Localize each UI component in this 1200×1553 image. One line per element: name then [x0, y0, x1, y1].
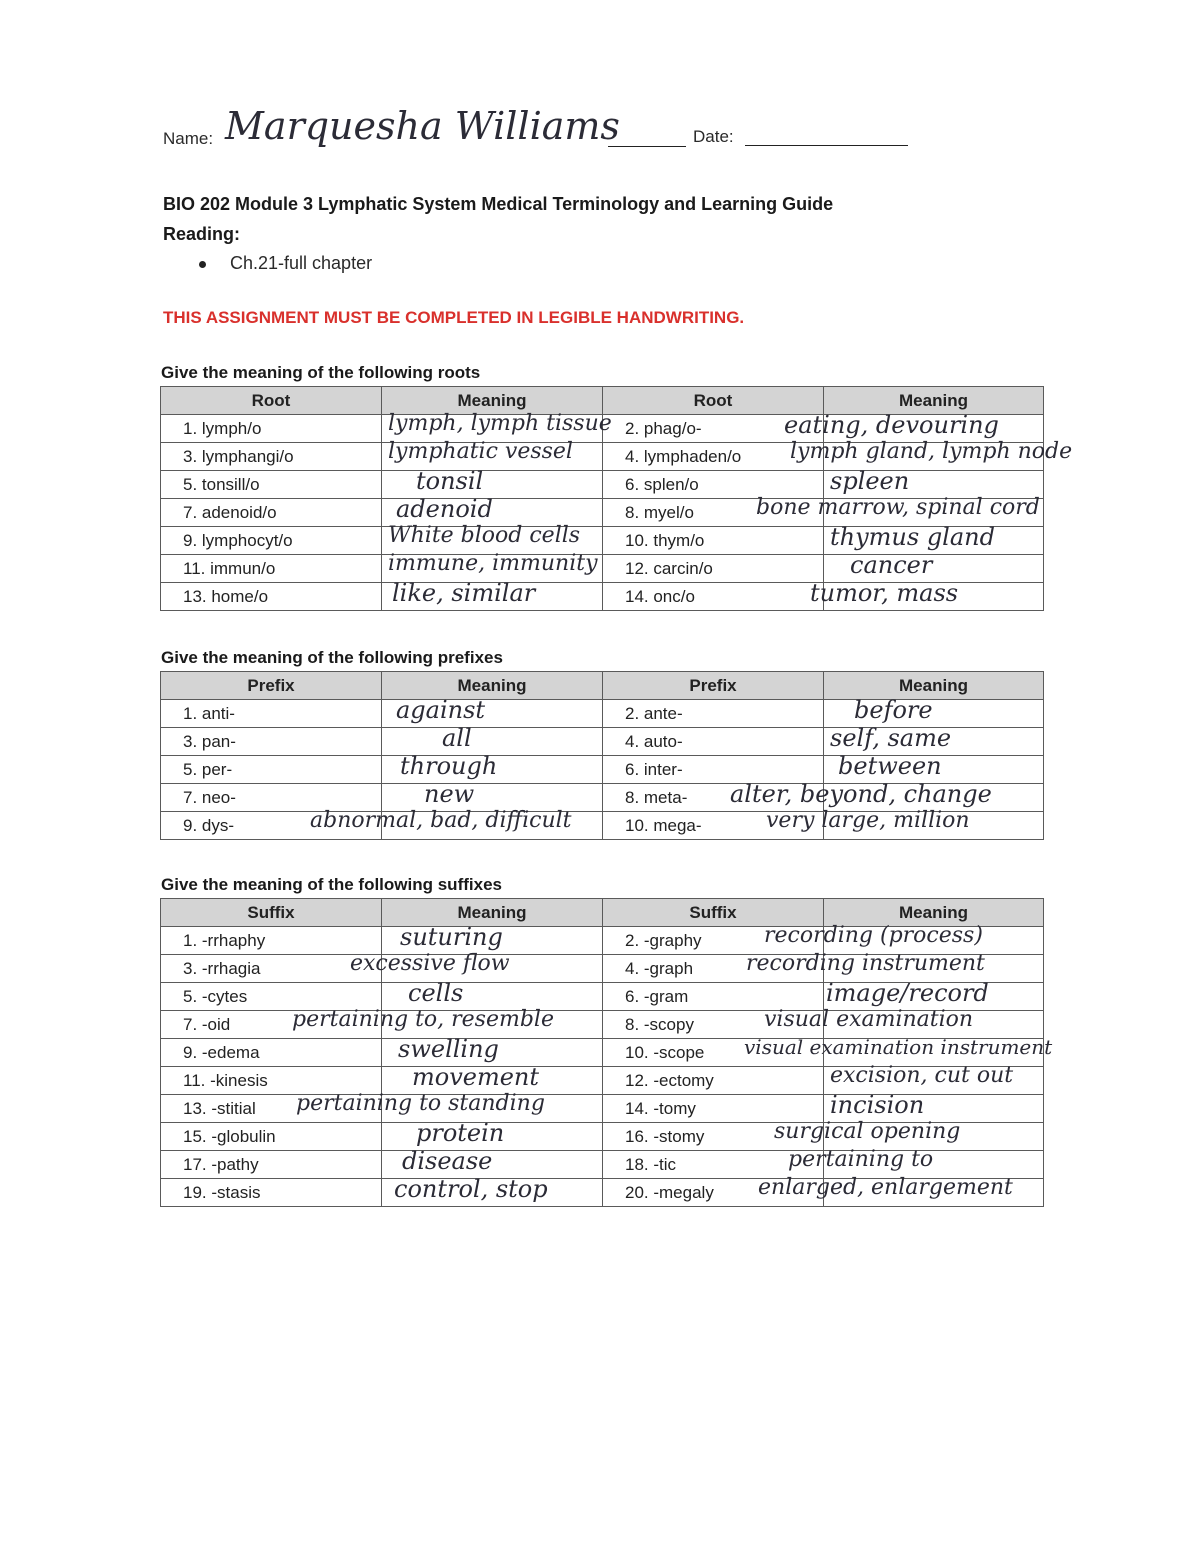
handwritten-answer: visual examination instrument	[744, 1035, 1053, 1059]
handwritten-answer: lymph, lymph tissue	[388, 411, 612, 436]
term-cell: 9. dys-	[161, 812, 382, 840]
meaning-cell[interactable]	[758, 1175, 1044, 1207]
handwritten-answer: new	[424, 780, 475, 808]
term-cell: 20. -megaly	[603, 1179, 824, 1207]
term-cell: 3. pan-	[161, 728, 382, 756]
col-header-prefix: Prefix	[603, 672, 824, 700]
term-cell: 8. meta-	[603, 784, 824, 812]
term-cell: 2. -graphy	[603, 927, 824, 955]
term-cell: 12. carcin/o	[603, 555, 824, 583]
meaning-cell[interactable]	[382, 752, 603, 784]
handwritten-answer: control, stop	[394, 1175, 548, 1203]
term-cell: 10. thym/o	[603, 527, 824, 555]
handwritten-answer: excision, cut out	[830, 1063, 1014, 1088]
term-cell: 14. onc/o	[603, 583, 824, 611]
handwritten-answer: abnormal, bad, difficult	[310, 808, 572, 833]
term-cell: 10. -scope	[603, 1039, 824, 1067]
term-cell: 9. -edema	[161, 1039, 382, 1067]
bullet-icon	[199, 261, 206, 268]
meaning-cell[interactable]	[310, 808, 603, 840]
reading-label: Reading:	[163, 224, 241, 244]
handwritten-answer: disease	[402, 1147, 493, 1175]
page-title: BIO 202 Module 3 Lymphatic System Medical Terminology and Learning Guide	[163, 194, 834, 214]
handwritten-answer: adenoid	[396, 495, 493, 523]
date-label: Date:	[693, 127, 734, 146]
handwritten-answer: protein	[416, 1119, 505, 1147]
suffixes-heading: Give the meaning of the following suffixes	[161, 875, 502, 894]
meaning-cell[interactable]	[766, 808, 1044, 840]
term-cell: 2. phag/o-	[603, 415, 824, 443]
handwritten-answer: pertaining to standing	[296, 1091, 545, 1116]
handwritten-answer: tonsil	[416, 467, 484, 495]
col-header-meaning: Meaning	[824, 672, 1044, 700]
term-cell: 1. lymph/o	[161, 415, 382, 443]
term-cell: 5. tonsill/o	[161, 471, 382, 499]
table-row	[161, 812, 1044, 840]
term-cell: 11. immun/o	[161, 555, 382, 583]
roots-table	[160, 386, 1073, 611]
term-cell: 6. inter-	[603, 756, 824, 784]
table-row	[161, 443, 1044, 471]
handwritten-answer: spleen	[830, 467, 910, 495]
handwritten-answer: through	[400, 752, 498, 780]
name-label: Name:	[163, 129, 214, 148]
term-cell: 12. -ectomy	[603, 1067, 824, 1095]
term-cell: 6. splen/o	[603, 471, 824, 499]
suffixes-table	[160, 898, 1053, 1207]
handwritten-answer: movement	[412, 1063, 540, 1091]
term-cell: 13. -stitial	[161, 1095, 382, 1123]
term-cell: 11. -kinesis	[161, 1067, 382, 1095]
handwritten-answer: alter, beyond, change	[730, 780, 992, 808]
meaning-cell[interactable]	[382, 579, 603, 611]
term-cell: 2. ante-	[603, 700, 824, 728]
handwritten-answer: lymphatic vessel	[388, 439, 573, 464]
term-cell: 8. myel/o	[603, 499, 824, 527]
handwritten-answer: surgical opening	[774, 1119, 961, 1144]
handwritten-answer: bone marrow, spinal cord	[756, 495, 1040, 520]
handwritten-answer: excessive flow	[350, 951, 510, 976]
col-header-root: Root	[603, 387, 824, 415]
roots-heading: Give the meaning of the following roots	[161, 363, 481, 382]
handwritten-answer: like, similar	[392, 579, 536, 607]
handwritten-answer: recording instrument	[746, 951, 985, 976]
handwritten-answer: thymus gland	[830, 523, 995, 551]
col-header-suffix: Suffix	[161, 899, 382, 927]
term-cell: 4. lymphaden/o	[603, 443, 824, 471]
term-cell: 16. -stomy	[603, 1123, 824, 1151]
handwritten-answer: incision	[830, 1091, 925, 1119]
date-field[interactable]	[745, 145, 908, 146]
meaning-cell[interactable]	[382, 1175, 603, 1207]
col-header-prefix: Prefix	[161, 672, 382, 700]
handwritten-answer: self, same	[830, 724, 952, 752]
term-cell: 1. anti-	[161, 700, 382, 728]
col-header-meaning: Meaning	[824, 387, 1044, 415]
handwritten-answer: visual examination	[764, 1007, 974, 1032]
term-cell: 7. adenoid/o	[161, 499, 382, 527]
handwritten-answer: enlarged, enlargement	[758, 1175, 1013, 1200]
term-cell: 5. -cytes	[161, 983, 382, 1011]
handwritten-answer: recording (process)	[764, 923, 983, 948]
handwritten-answer: immune, immunity	[388, 551, 598, 576]
term-cell: 4. auto-	[603, 728, 824, 756]
term-cell: 3. -rrhagia	[161, 955, 382, 983]
col-header-meaning: Meaning	[382, 672, 603, 700]
term-cell: 7. neo-	[161, 784, 382, 812]
term-cell: 13. home/o	[161, 583, 382, 611]
handwritten-answer: all	[442, 724, 472, 752]
term-cell: 10. mega-	[603, 812, 824, 840]
name-underline	[608, 146, 686, 147]
term-cell: 6. -gram	[603, 983, 824, 1011]
term-cell: 18. -tic	[603, 1151, 824, 1179]
meaning-cell[interactable]	[382, 696, 603, 728]
prefixes-heading: Give the meaning of the following prefixes	[161, 648, 503, 667]
term-cell: 3. lymphangi/o	[161, 443, 382, 471]
handwritten-answer: image/record	[826, 979, 989, 1007]
term-cell: 17. -pathy	[161, 1151, 382, 1179]
term-cell: 5. per-	[161, 756, 382, 784]
handwritten-answer: pertaining to	[788, 1147, 934, 1172]
handwritten-answer: very large, million	[766, 808, 970, 833]
term-cell: 1. -rrhaphy	[161, 927, 382, 955]
term-cell: 7. -oid	[161, 1011, 382, 1039]
col-header-root: Root	[161, 387, 382, 415]
handwritten-answer: between	[838, 752, 942, 780]
handwritten-answer: cells	[408, 979, 464, 1007]
col-header-meaning: Meaning	[382, 387, 603, 415]
meaning-cell[interactable]	[382, 439, 603, 471]
handwritten-answer: cancer	[850, 551, 933, 579]
term-cell: 4. -graph	[603, 955, 824, 983]
handwritten-answer: suturing	[400, 923, 503, 951]
table-row	[161, 583, 1044, 611]
handwritten-answer: swelling	[398, 1035, 499, 1063]
handwritten-answer: tumor, mass	[810, 579, 959, 607]
table-row	[161, 1179, 1044, 1207]
prefixes-table	[160, 671, 1044, 840]
name-handwritten[interactable]: Marquesha Williams	[225, 104, 620, 148]
col-header-meaning: Meaning	[382, 899, 603, 927]
reading-item: Ch.21-full chapter	[230, 253, 373, 273]
handwritten-answer: pertaining to, resemble	[292, 1007, 554, 1032]
col-header-meaning: Meaning	[824, 899, 1044, 927]
term-cell: 15. -globulin	[161, 1123, 382, 1151]
term-cell: 8. -scopy	[603, 1011, 824, 1039]
term-cell: 14. -tomy	[603, 1095, 824, 1123]
handwriting-warning: THIS ASSIGNMENT MUST BE COMPLETED IN LEGIBLE HANDWRITING.	[163, 308, 745, 327]
handwritten-answer: against	[396, 696, 486, 724]
term-cell: 9. lymphocyt/o	[161, 527, 382, 555]
handwritten-answer: eating, devouring	[784, 411, 999, 439]
col-header-suffix: Suffix	[603, 899, 824, 927]
handwritten-answer: lymph gland, lymph node	[790, 439, 1073, 464]
term-cell: 19. -stasis	[161, 1179, 382, 1207]
meaning-cell[interactable]	[810, 579, 1044, 611]
handwritten-answer: White blood cells	[388, 523, 581, 548]
handwritten-answer: before	[854, 696, 933, 724]
